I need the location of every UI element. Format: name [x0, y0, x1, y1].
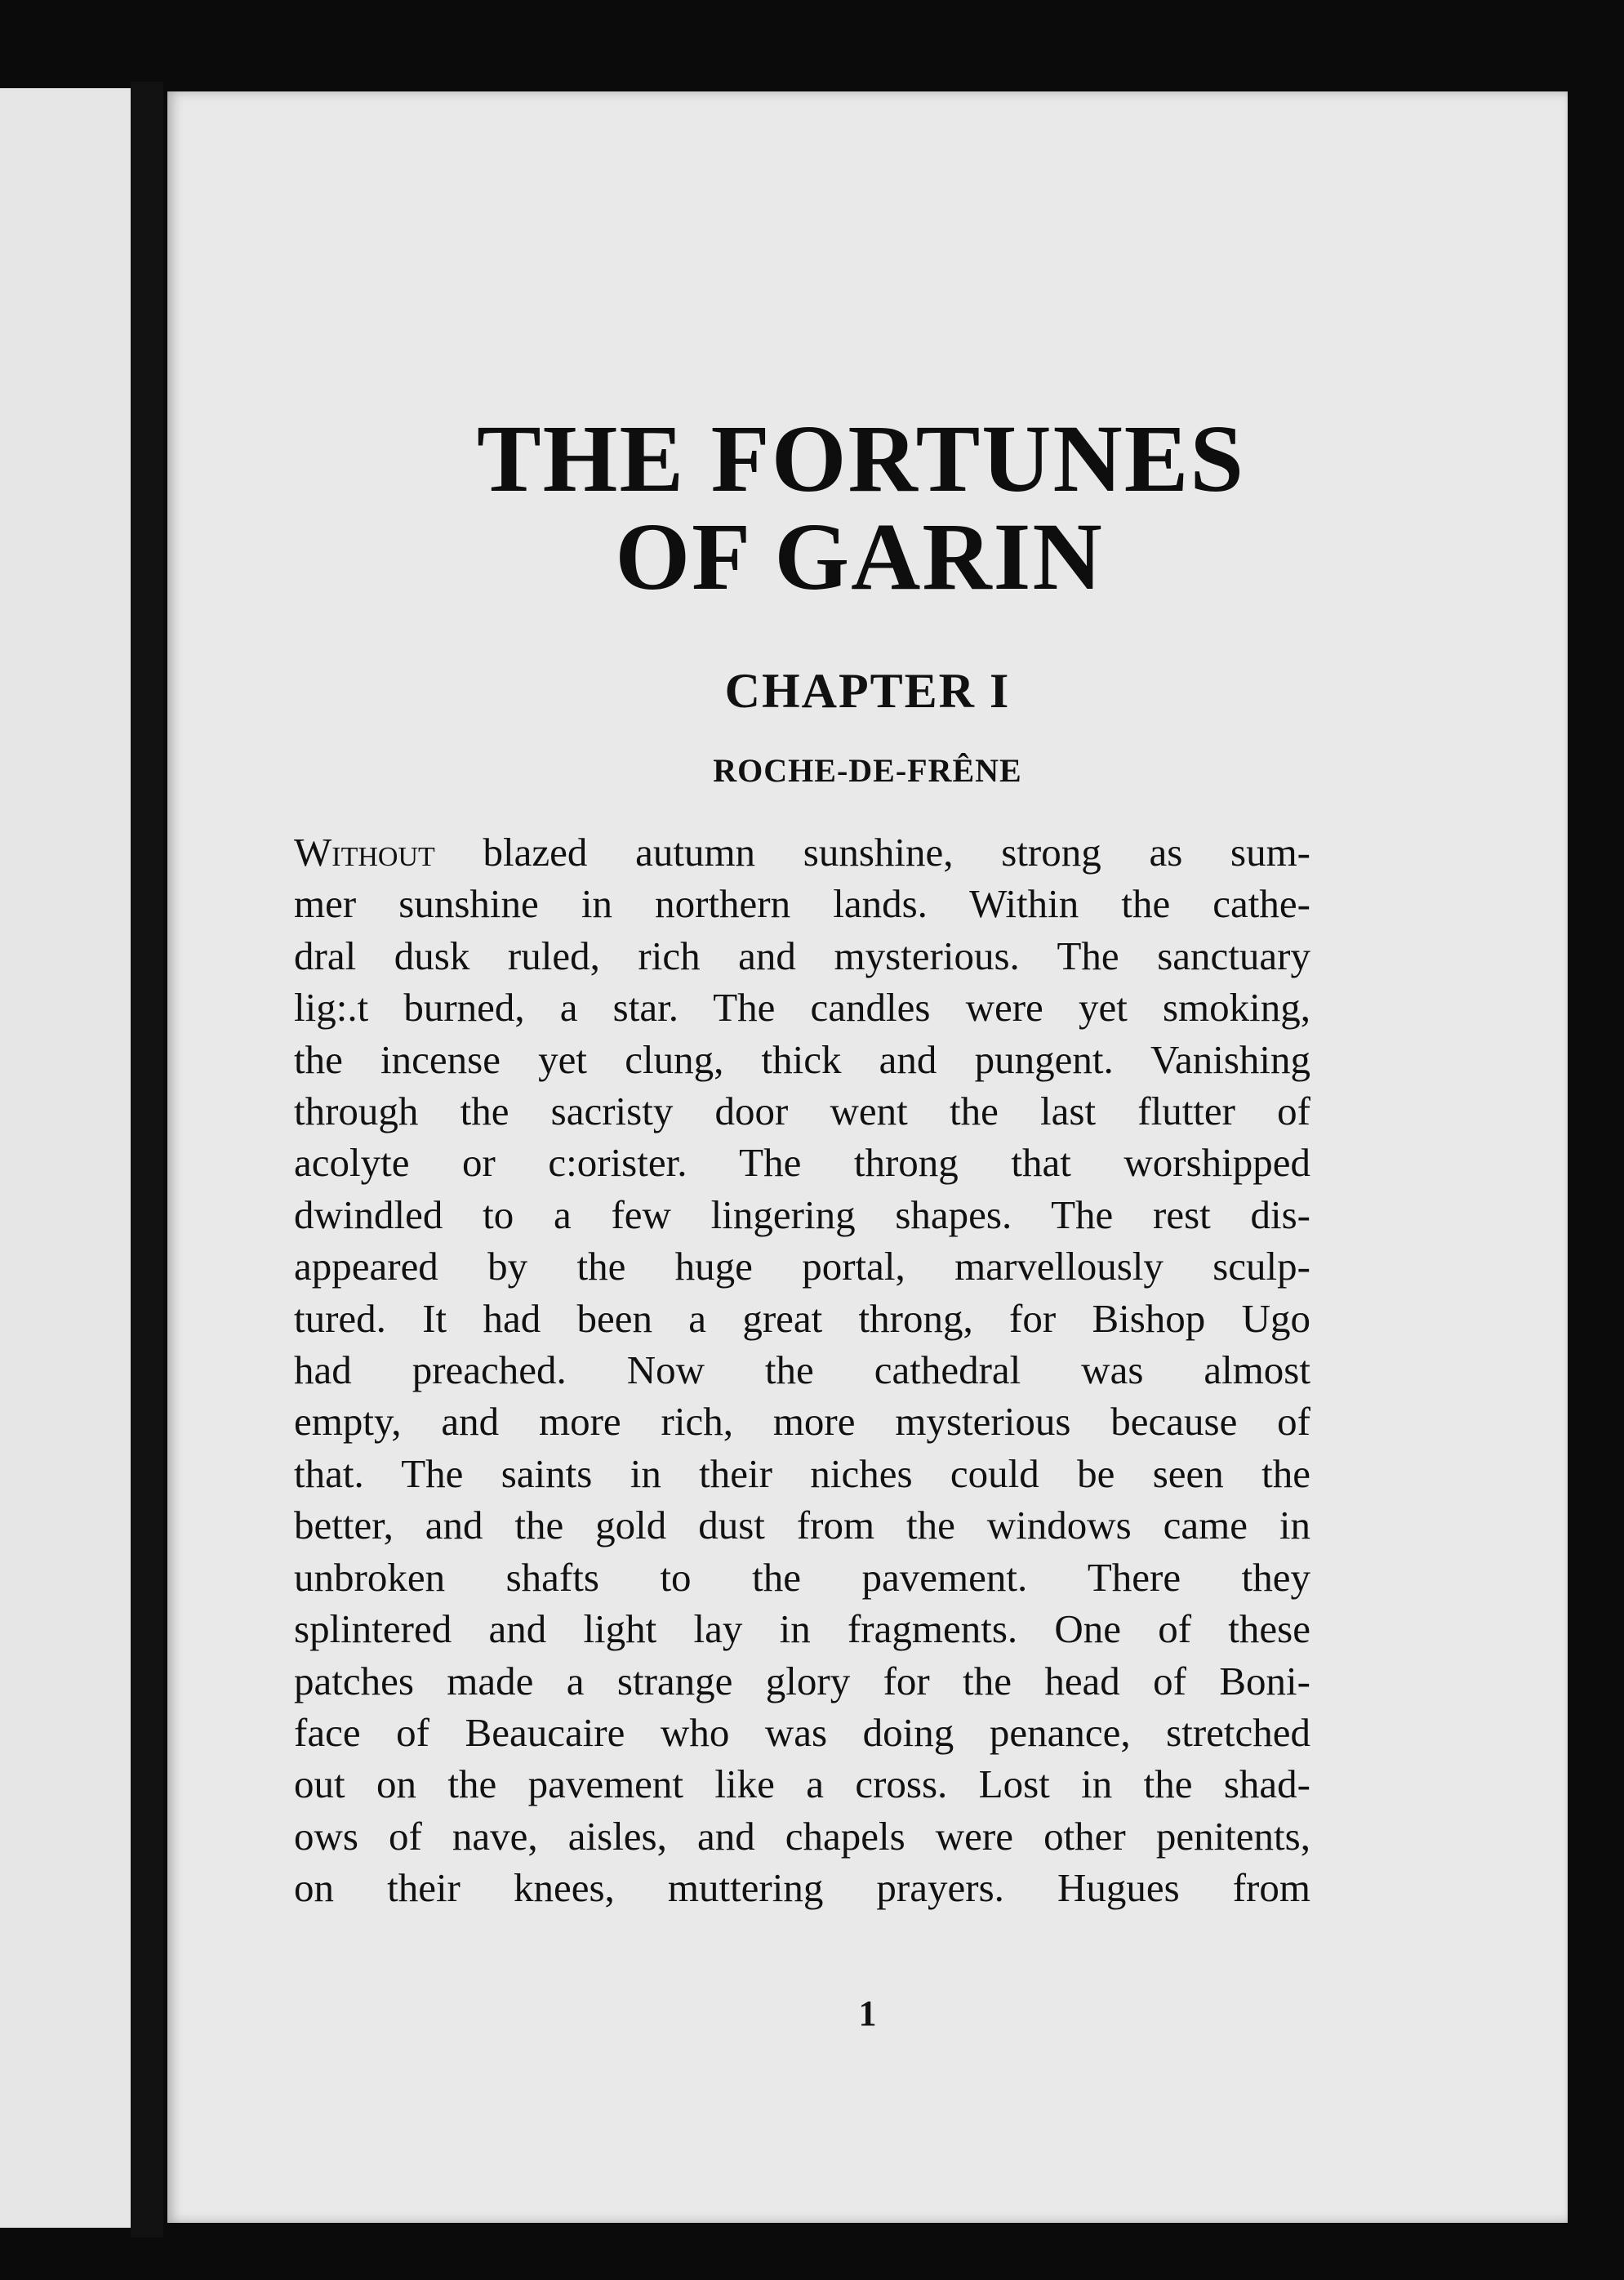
- body-line: acolyte or c:orister. The throng that worshipped: [294, 1140, 1310, 1186]
- body-line: lig:.t burned, a star. The candles were yet smoking,: [294, 985, 1310, 1031]
- book-spine-gutter: [131, 82, 163, 2238]
- chapter-subtitle: ROCHE-DE-FRÊNE: [713, 752, 1022, 789]
- body-line-text: blazed autumn sunshine, strong as sum-: [434, 830, 1310, 875]
- body-line: face of Beaucaire who was doing penance, stretched: [294, 1709, 1310, 1755]
- body-line: mer sunshine in northern lands. Within the cathe-: [294, 881, 1310, 927]
- body-line: appeared by the huge portal, marvellously sculp-: [294, 1244, 1310, 1289]
- left-page-edge: [0, 88, 136, 2228]
- body-paragraph: [294, 826, 1310, 1914]
- body-line: empty, and more rich, more mysterious because of: [294, 1399, 1310, 1445]
- body-line: better, and the gold dust from the windows came in: [294, 1503, 1310, 1548]
- body-line: had preached. Now the cathedral was almost: [294, 1347, 1310, 1393]
- body-line: that. The saints in their niches could be seen the: [294, 1450, 1310, 1496]
- body-line: the incense yet clung, thick and pungent. Vanishing: [294, 1036, 1310, 1082]
- body-line: splintered and light lay in fragments. One of these: [294, 1606, 1310, 1652]
- body-line: dral dusk ruled, rich and mysterious. The sanctuary: [294, 933, 1310, 978]
- body-line: ows of nave, aisles, and chapels were other penitents,: [294, 1813, 1310, 1859]
- body-line: [294, 826, 1310, 878]
- book-title-line-1: THE FORTUNES: [476, 405, 1246, 512]
- body-line: dwindled to a few lingering shapes. The rest dis-: [294, 1191, 1310, 1237]
- body-line: unbroken shafts to the pavement. There they: [294, 1554, 1310, 1600]
- body-line: through the sacristy door went the last flutter of: [294, 1089, 1310, 1134]
- body-line: on their knees, muttering prayers. Hugues from: [294, 1865, 1310, 1911]
- opening-word-smallcaps: Without: [294, 830, 435, 875]
- chapter-heading: CHAPTER I: [724, 664, 1011, 718]
- body-line: tured. It had been a great throng, for Bishop Ugo: [294, 1295, 1310, 1341]
- body-line: out on the pavement like a cross. Lost in the shad-: [294, 1761, 1310, 1807]
- right-page: [167, 91, 1568, 2223]
- body-line: patches made a strange glory for the head of Boni-: [294, 1658, 1310, 1703]
- book-title-line-2: OF GARIN: [615, 503, 1104, 610]
- page-number: 1: [858, 1993, 877, 2033]
